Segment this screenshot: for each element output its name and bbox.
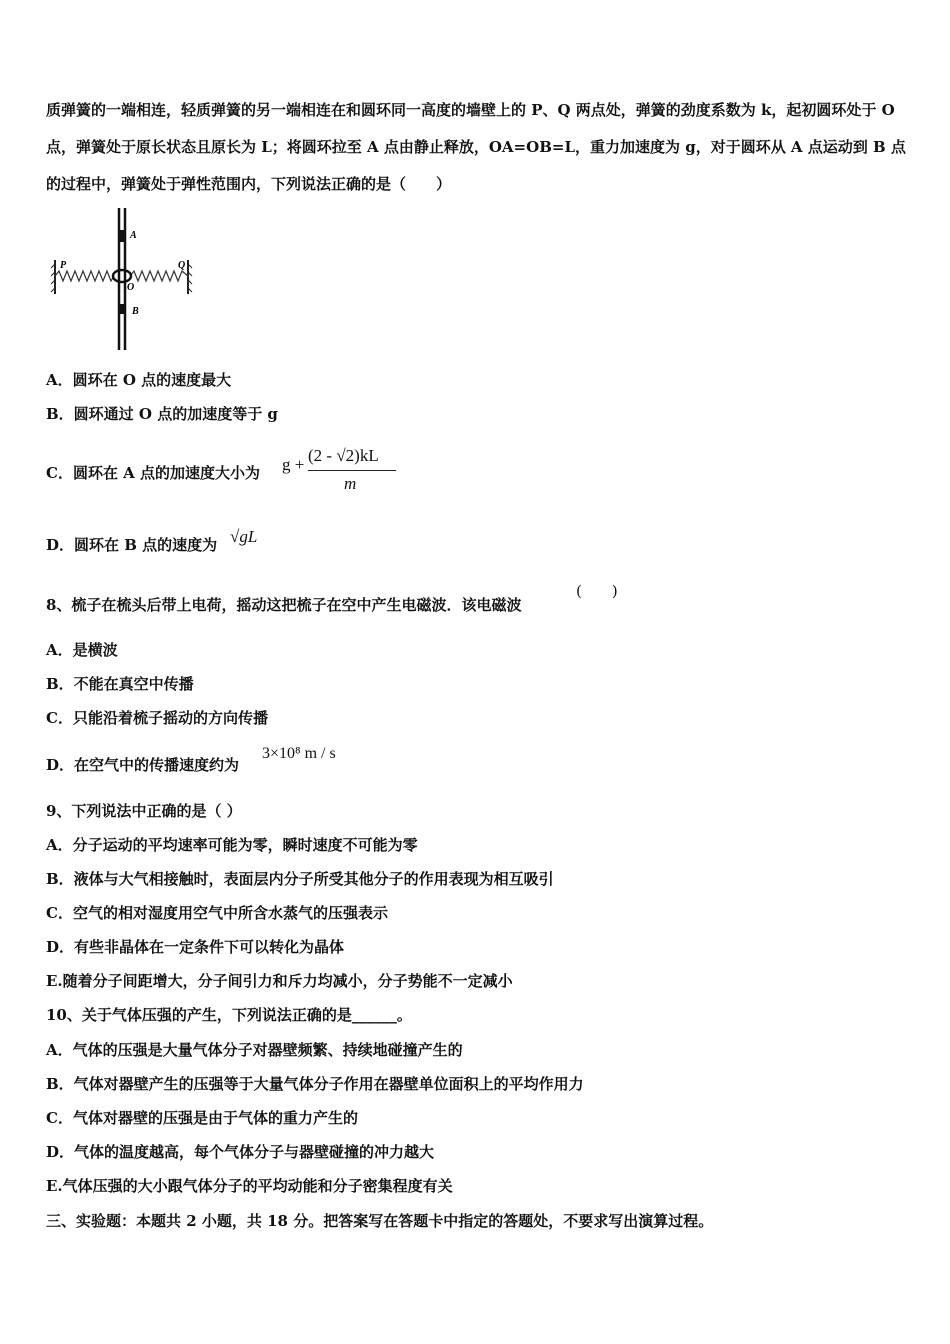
q10-option-a: A．气体的压强是大量气体分子对器壁频繁、持续地碰撞产生的	[46, 1041, 463, 1059]
q8-option-d: D．在空气中的传播速度约为	[46, 756, 240, 774]
q7-c-formula-numerator: (2 - √2)kL	[308, 446, 379, 465]
q7-c-formula-g: g +	[282, 455, 305, 474]
ring-spring-diagram-svg	[50, 204, 200, 356]
q8-option-b: B．不能在真空中传播	[46, 675, 194, 693]
q8-answer-paren: ( )	[576, 582, 618, 600]
fraction-bar	[308, 470, 396, 471]
label-p: P	[60, 260, 67, 271]
q7-c-formula-denominator: m	[344, 474, 357, 493]
ring-spring-diagram	[50, 204, 200, 356]
label-a: A	[130, 230, 137, 241]
q7-option-b: B．圆环通过 O 点的加速度等于 g	[46, 405, 278, 423]
q8-option-c: C．只能沿着梳子摇动的方向传播	[46, 709, 268, 727]
q10-option-b: B．气体对器壁产生的压强等于大量气体分子作用在器壁单位面积上的平均作用力	[46, 1075, 584, 1093]
q9-option-e: E.随着分子间距增大，分子间引力和斥力均减小，分子势能不一定减小	[46, 972, 513, 990]
q9-option-b: B．液体与大气相接触时，表面层内分子所受其他分子的作用表现为相互吸引	[46, 870, 554, 888]
q10-option-d: D．气体的温度越高，每个气体分子与器壁碰撞的冲力越大	[46, 1143, 435, 1161]
q10-option-c: C．气体对器壁的压强是由于气体的重力产生的	[46, 1109, 358, 1127]
label-o: O	[127, 282, 135, 293]
q7-d-formula: √gL	[230, 527, 258, 546]
q9-stem: 9、下列说法中正确的是（ ）	[46, 802, 242, 820]
q7-option-a: A．圆环在 O 点的速度最大	[46, 371, 232, 389]
q7-option-c: C．圆环在 A 点的加速度大小为	[46, 464, 261, 482]
q9-option-d: D．有些非晶体在一定条件下可以转化为晶体	[46, 938, 345, 956]
label-b: B	[132, 306, 139, 317]
question-7-stem: 质弹簧的一端相连，轻质弹簧的另一端相连在和圆环同一高度的墙壁上的 P、Q 两点处，弹簧的劲度系数为 k，起初圆环处于 O 点，弹簧处于原长状态且原长为 L；将圆环拉至 A 点由静止释放，OA=OB=L，重力加速度为 g，对于圆环从 A 点运动到 B 点的过程中，弹簧处于弹性范围内，下列说法正确的是（ ）	[46, 101, 906, 193]
label-q: Q	[178, 260, 186, 271]
q7-c-formula	[282, 446, 402, 494]
q9-option-c: C．空气的相对湿度用空气中所含水蒸气的压强表示	[46, 904, 388, 922]
section-3-title: 三、实验题：本题共 2 小题，共 18 分。把答案写在答题卡中指定的答题处，不要求写出演算过程。	[46, 1212, 714, 1230]
q7-option-d: D．圆环在 B 点的速度为	[46, 536, 218, 554]
q9-option-a: A．分子运动的平均速率可能为零，瞬时速度不可能为零	[46, 836, 418, 854]
q8-d-formula: 3×10⁸ m / s	[262, 745, 336, 762]
q10-option-e: E.气体压强的大小跟气体分子的平均动能和分子密集程度有关	[46, 1177, 453, 1195]
q8-stem: 8、梳子在梳头后带上电荷，摇动这把梳子在空中产生电磁波．该电磁波	[46, 596, 522, 614]
q8-option-a: A．是横波	[46, 641, 118, 659]
q10-stem: 10、关于气体压强的产生，下列说法正确的是______。	[46, 1006, 412, 1024]
